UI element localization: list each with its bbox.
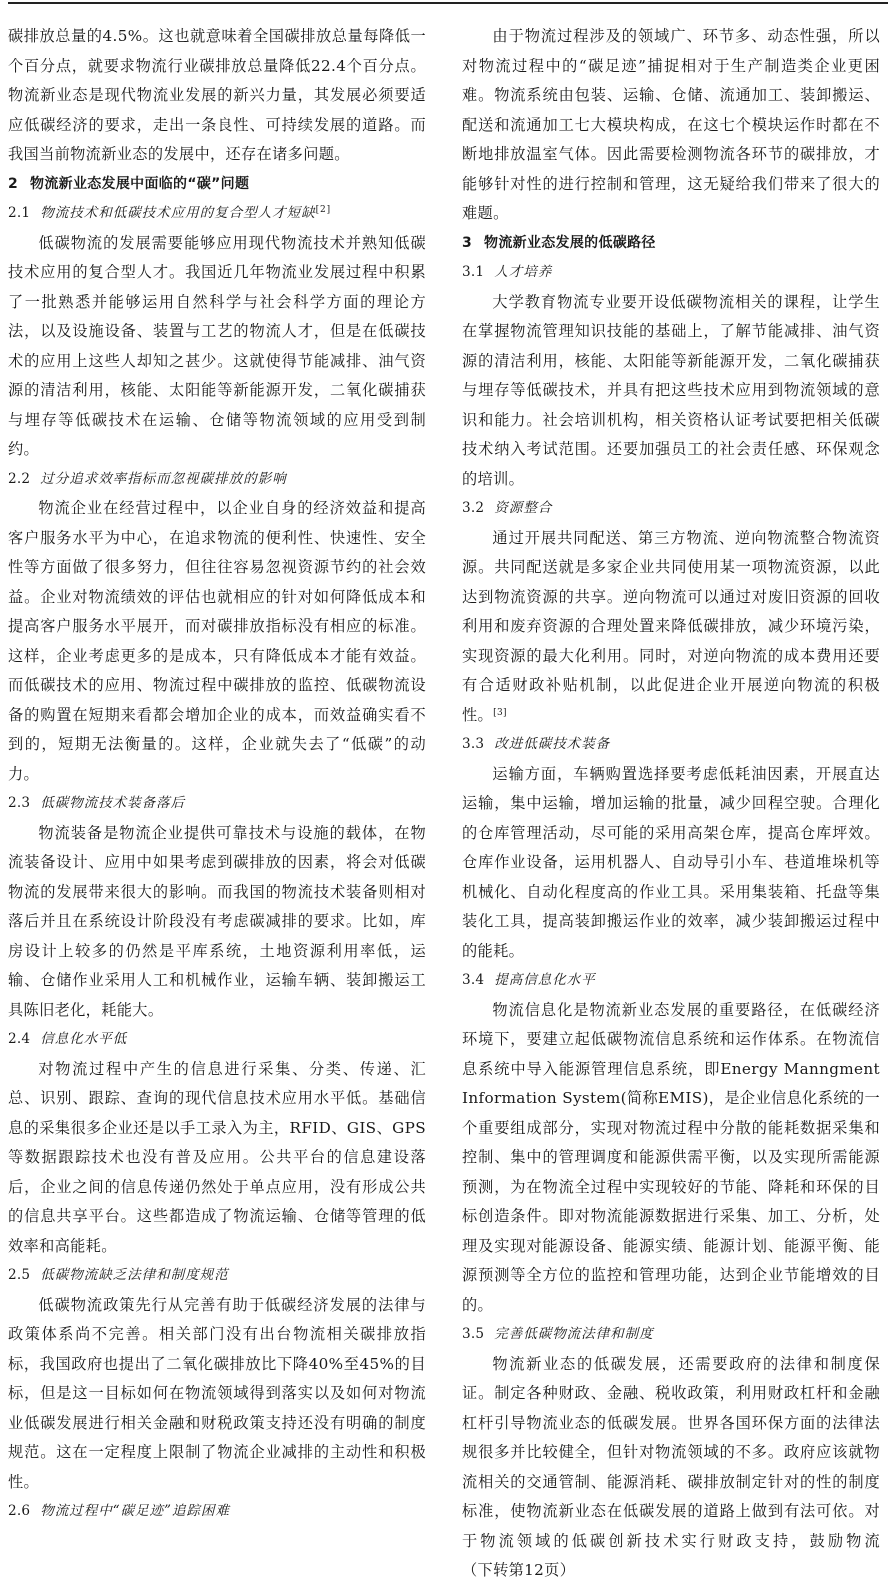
paragraph-3-4: 物流信息化是物流新业态发展的重要路径，在低碳经济环境下，要建立起低碳物流信息系统和运作体系。在物流信息系统中导入能源管理信息系统，即Energy Manngment Information System(简称EMIS)，是企业信息化系统的一个重要组成部分，实现对物流过程中分散的能耗数据采集和控制、集中的管理调度和能源供需平衡，以及实现所需能源预测，为在物流全过程中实现较好的节能、降耗和环保的目标创造条件。即对物流能源数据进行采集、加工、分析，处理及实现对能源设备、能源实绩、能源计划、能源平衡、能源预测等全方位的监控和管理功能，达到企业节能增效的目的。 (462, 1000, 880, 1314)
subsection-2-2-heading (8, 465, 426, 495)
paragraph-3-3: 运输方面，车辆购置选择要考虑低耗油因素，开展直达运输，集中运输，增加运输的批量，减少回程空驶。合理化的仓库管理活动，尽可能的采用高架仓库，提高仓库坪效。仓库作业设备，运用机器人、自动导引小车、巷道堆垛机等机械化、自动化程度高的作业工具。采用集装箱、托盘等集装化工具，提高装卸搬运作业的效率，减少装卸搬运过程中的能耗。 (462, 764, 880, 960)
intro-paragraph: 碳排放总量的4.5%。这也就意味着全国碳排放总量每降低一个百分点，就要求物流行业碳排放总量降低22.4个百分点。物流新业态是现代物流业发展的新兴力量，其发展必须要适应低碳经济的要求，走出一条良性、可持续发展的道路。而我国当前物流新业态的发展中，还存在诸多问题。 (8, 27, 426, 163)
paragraph-2-5: 低碳物流政策先行从完善有助于低碳经济发展的法律与政策体系尚不完善。相关部门没有出台物流相关碳排放指标，我国政府也提出了二氧化碳排放比下降40%至45%的目标，但是这一目标如何在物流领域得到落实以及如何对物流业低碳发展进行相关金融和财税政策支持还没有明确的制度规范。这在一定程度上限制了物流企业减排的主动性和积极性。 (8, 1295, 426, 1491)
subsection-number: 3.1 (462, 264, 485, 280)
paragraph-2-3: 物流装备是物流企业提供可靠技术与设施的载体，在物流装备设计、应用中如果考虑到碳排放的因素，将会对低碳物流的发展带来很大的影响。而我国的物流技术装备则相对落后并且在系统设计阶段没有考虑碳减排的要求。比如，库房设计上较多的仍然是平库系统，土地资源利用率低，运输、仓储作业采用人工和机械作业，运输车辆、装卸搬运工具陈旧老化，耗能大。 (8, 823, 426, 1019)
continued-note: （下转第12页） (462, 1561, 576, 1579)
subsection-title: 低碳物流缺乏法律和制度规范 (40, 1267, 229, 1283)
section-2-heading (8, 170, 426, 200)
right-column (462, 22, 880, 1586)
section-number: 2 (8, 175, 19, 192)
subsection-title: 完善低碳物流法律和制度 (494, 1326, 654, 1342)
subsection-title: 低碳物流技术装备落后 (40, 795, 186, 811)
subsection-2-3-heading (8, 789, 426, 819)
paragraph-2-4: 对物流过程中产生的信息进行采集、分类、传递、汇总、识别、跟踪、查询的现代信息技术应用水平低。基础信息的采集很多企业还是以手工录入为主，RFID、GIS、GPS等数据跟踪技术也没有普及应用。公共平台的信息建设落后，企业之间的信息传递仍然处于单点应用，没有形成公共的信息共享平台。这些都造成了物流运输、仓储等管理的低效率和高能耗。 (8, 1059, 426, 1255)
subsection-number: 2.5 (8, 1267, 31, 1283)
subsection-number: 2.3 (8, 795, 31, 811)
subsection-3-2-heading (462, 494, 880, 524)
subsection-number: 3.5 (462, 1326, 485, 1342)
paragraph-2-6: 由于物流过程涉及的领域广、环节多、动态性强，所以对物流过程中的“碳足迹”捕捉相对于生产制造类企业更困难。物流系统由包装、运输、仓储、流通加工、装卸搬运、配送和流通加工七大模块构成，在这七个模块运作时都在不断地排放温室气体。因此需要检测物流各环节的碳排放，才能够针对性的进行控制和管理，这无疑给我们带来了很大的难题。 (462, 27, 880, 222)
subsection-3-5-heading (462, 1320, 880, 1350)
section-number: 3 (462, 234, 473, 251)
subsection-3-3-heading (462, 730, 880, 760)
subsection-title: 物流过程中“碳足迹”追踪困难 (40, 1503, 230, 1519)
subsection-2-4-heading (8, 1025, 426, 1055)
subsection-number: 2.1 (8, 205, 31, 221)
paragraph-2-2: 物流企业在经营过程中，以企业自身的经济效益和提高客户服务水平为中心，在追求物流的便利性、快速性、安全性等方面做了很多努力，但往往容易忽视资源节约的社会效益。企业对物流绩效的评估也就相应的针对如何降低成本和提高客户服务水平展开，而对碳排放指标没有相应的标准。这样，企业考虑更多的是成本，只有降低成本才能有效益。而低碳技术的应用、物流过程中碳排放的监控、低碳物流设备的购置在短期来看都会增加企业的成本，而效益确实看不到的，短期无法衡量的。这样，企业就失去了“低碳”的动力。 (8, 499, 426, 783)
section-3-heading (462, 229, 880, 259)
citation-ref: [3] (493, 707, 507, 718)
paragraph-text: 通过开展共同配送、第三方物流、逆向物流整合物流资源。共同配送就是多家企业共同使用某一项物流资源，以此达到物流资源的共享。逆向物流可以通过对废旧资源的回收利用和废弃资源的合理处置来降低碳排放，减少环境污染，实现资源的最大化利用。同时，对逆向物流的成本费用还要有合适财政补贴机制，以此促进企业开展逆向物流的积极性。 (462, 528, 880, 724)
subsection-3-1-heading (462, 258, 880, 288)
subsection-title: 物流技术和低碳技术应用的复合型人才短缺 (40, 205, 316, 221)
paragraph-3-5 (462, 1350, 880, 1586)
subsection-number: 2.2 (8, 470, 31, 487)
subsection-title: 过分追求效率指标而忽视碳排放的影响 (40, 470, 287, 487)
subsection-2-6-heading (8, 1497, 426, 1527)
subsection-title: 信息化水平低 (40, 1031, 128, 1047)
subsection-number: 3.3 (462, 736, 485, 752)
paragraph-3-2 (462, 524, 880, 731)
paragraph-text: 物流新业态的低碳发展，还需要政府的法律和制度保证。制定各种财政、金融、税收政策，利用财政杠杆和金融杠杆引导物流业态的低碳发展。世界各国环保方面的法律法规很多并比较健全，但针对物流领域的不多。政府应该就物流相关的交通管制、能源消耗、碳排放制定针对的性的制度标准，使物流新业态在低碳发展的道路上做到有法可依。对于物流领域的低碳创新技术实行财政支持，鼓励物流 (462, 1354, 880, 1550)
header-rule (8, 2, 888, 4)
paragraph-2-1: 低碳物流的发展需要能够应用现代物流技术并熟知低碳技术应用的复合型人才。我国近几年物流业发展过程中积累了一批熟悉并能够运用自然科学与社会科学方面的理论方法，以及设施设备、装置与工艺的物流人才，但是在低碳技术的应用上这些人却知之甚少。这就使得节能减排、油气资源的清洁利用，核能、太阳能等新能源开发，二氧化碳捕获与埋存等低碳技术在运输、仓储等物流领域的应用受到制约。 (8, 233, 426, 458)
paragraph-3-1: 大学教育物流专业要开设低碳物流相关的课程，让学生在掌握物流管理知识技能的基础上，了解节能减排、油气资源的清洁利用，核能、太阳能等新能源开发，二氧化碳捕获与埋存等低碳技术，并具有把这些技术应用到物流领域的意识和能力。社会培训机构，相关资格认证考试要把相关低碳技术纳入考试范围。还要加强员工的社会责任感、环保观念的培训。 (462, 292, 880, 488)
subsection-2-1-heading (8, 199, 426, 229)
subsection-title: 资源整合 (494, 500, 553, 516)
citation-ref: [2] (315, 205, 332, 215)
subsection-title: 提高信息化水平 (494, 972, 596, 988)
subsection-number: 3.2 (462, 500, 485, 516)
subsection-number: 3.4 (462, 972, 485, 988)
section-title: 物流新业态发展中面临的“碳”问题 (30, 175, 250, 192)
subsection-2-5-heading (8, 1261, 426, 1291)
left-column (8, 22, 426, 1527)
subsection-title: 改进低碳技术装备 (494, 736, 611, 752)
subsection-3-4-heading (462, 966, 880, 996)
subsection-number: 2.4 (8, 1031, 31, 1047)
subsection-title: 人才培养 (494, 264, 553, 280)
section-title: 物流新业态发展的低碳路径 (484, 234, 656, 251)
subsection-number: 2.6 (8, 1503, 31, 1519)
